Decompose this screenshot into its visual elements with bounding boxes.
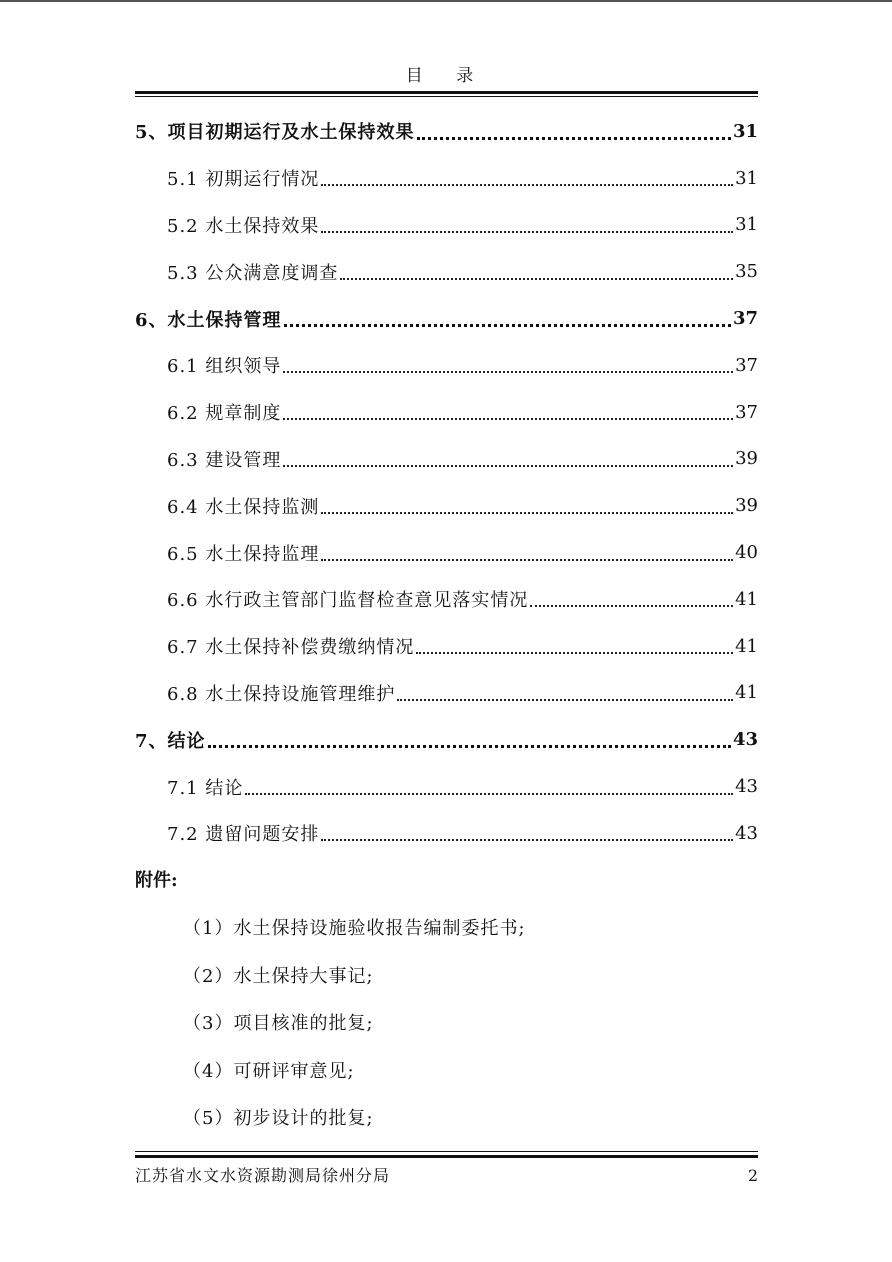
toc-entry-label: 5.2 水土保持效果 [167,215,320,237]
toc-entry-label: 7.2 遗留问题安排 [167,824,320,846]
toc-section-entry[interactable] [135,389,758,436]
toc-entry-label: 7.1 结论 [167,777,244,799]
toc-section-entry[interactable] [135,810,758,857]
toc-dot-leader [284,306,731,327]
toc-dot-leader [208,727,731,748]
toc-entry-label: 6.7 水土保持补偿费缴纳情况 [167,637,415,659]
toc-entry-label: 6.3 建设管理 [167,449,282,471]
toc-section-entry[interactable] [135,436,758,483]
toc-dot-leader [321,541,733,561]
appendix-item: （1）水土保持设施验收报告编制委托书; [183,918,526,939]
toc-section-entry[interactable] [135,763,758,810]
toc-chapter-entry[interactable] [135,295,758,342]
table-of-contents [135,108,758,857]
appendix-heading: 附件: [135,870,178,891]
appendix-item: （5）初步设计的批复; [183,1108,374,1129]
toc-section-entry[interactable] [135,529,758,576]
toc-chapter-entry[interactable] [135,716,758,763]
toc-dot-leader [530,587,733,607]
appendix-item: （2）水土保持大事记; [183,965,374,987]
toc-dot-leader [417,119,731,140]
toc-dot-leader [321,494,733,514]
toc-dot-leader [283,353,733,373]
toc-dot-leader [283,400,733,420]
toc-entry-label: 7、结论 [135,730,206,752]
toc-dot-leader [321,166,733,186]
toc-entry-label: 6.6 水行政主管部门监督检查意见落实情况 [167,590,529,612]
toc-entry-label: 6.5 水土保持监理 [167,543,320,565]
toc-dot-leader [245,775,733,795]
toc-entry-page-number: 37 [735,401,758,423]
toc-entry-page-number: 40 [735,542,758,564]
toc-dot-leader [416,634,733,654]
footer-page-number: 2 [747,1166,758,1185]
header-title: 目 录 [405,66,488,86]
toc-section-entry[interactable] [135,670,758,717]
toc-entry-label: 6.1 组织领导 [167,356,282,378]
toc-section-entry[interactable] [135,623,758,670]
toc-section-entry[interactable] [135,155,758,202]
toc-section-entry[interactable] [135,576,758,623]
header-rule-thin [135,96,758,97]
toc-entry-label: 6.4 水土保持监测 [167,496,320,518]
toc-entry-label: 6、水土保持管理 [135,309,282,331]
toc-entry-label: 5、项目初期运行及水土保持效果 [135,122,415,144]
toc-dot-leader [283,447,733,467]
appendix-list [183,905,743,1143]
toc-entry-page-number: 43 [735,776,758,798]
toc-entry-page-number: 39 [735,448,758,470]
toc-entry-page-number: 37 [735,354,758,376]
toc-entry-page-number: 37 [732,308,758,330]
footer-rule-thin [135,1151,758,1152]
toc-dot-leader [397,681,733,701]
appendix-item: （3）项目核准的批复; [183,1013,374,1034]
toc-section-entry[interactable] [135,202,758,249]
toc-chapter-entry[interactable] [135,108,758,155]
toc-entry-page-number: 31 [732,120,758,142]
appendix-item: （4）可研评审意见; [183,1060,355,1082]
toc-entry-page-number: 41 [735,588,758,610]
toc-entry-page-number: 35 [735,261,758,283]
toc-dot-leader [321,821,733,841]
footer-rule-thick [135,1155,758,1158]
toc-entry-page-number: 31 [735,214,758,236]
header-rule-thick [135,91,758,94]
toc-entry-page-number: 43 [732,729,758,751]
toc-entry-page-number: 31 [735,167,758,189]
toc-entry-page-number: 39 [735,495,758,517]
toc-dot-leader [321,213,733,233]
toc-section-entry[interactable] [135,248,758,295]
toc-entry-label: 6.2 规章制度 [167,403,282,425]
toc-entry-label: 5.3 公众满意度调查 [167,262,339,284]
toc-entry-label: 6.8 水土保持设施管理维护 [167,683,396,705]
toc-section-entry[interactable] [135,482,758,529]
toc-entry-page-number: 43 [735,822,758,844]
footer-organization: 江苏省水文水资源勘测局徐州分局 [135,1166,391,1185]
toc-entry-label: 5.1 初期运行情况 [167,169,320,191]
toc-entry-page-number: 41 [735,682,758,704]
toc-entry-page-number: 41 [735,635,758,657]
toc-dot-leader [340,260,733,280]
document-page [135,0,758,1262]
toc-section-entry[interactable] [135,342,758,389]
